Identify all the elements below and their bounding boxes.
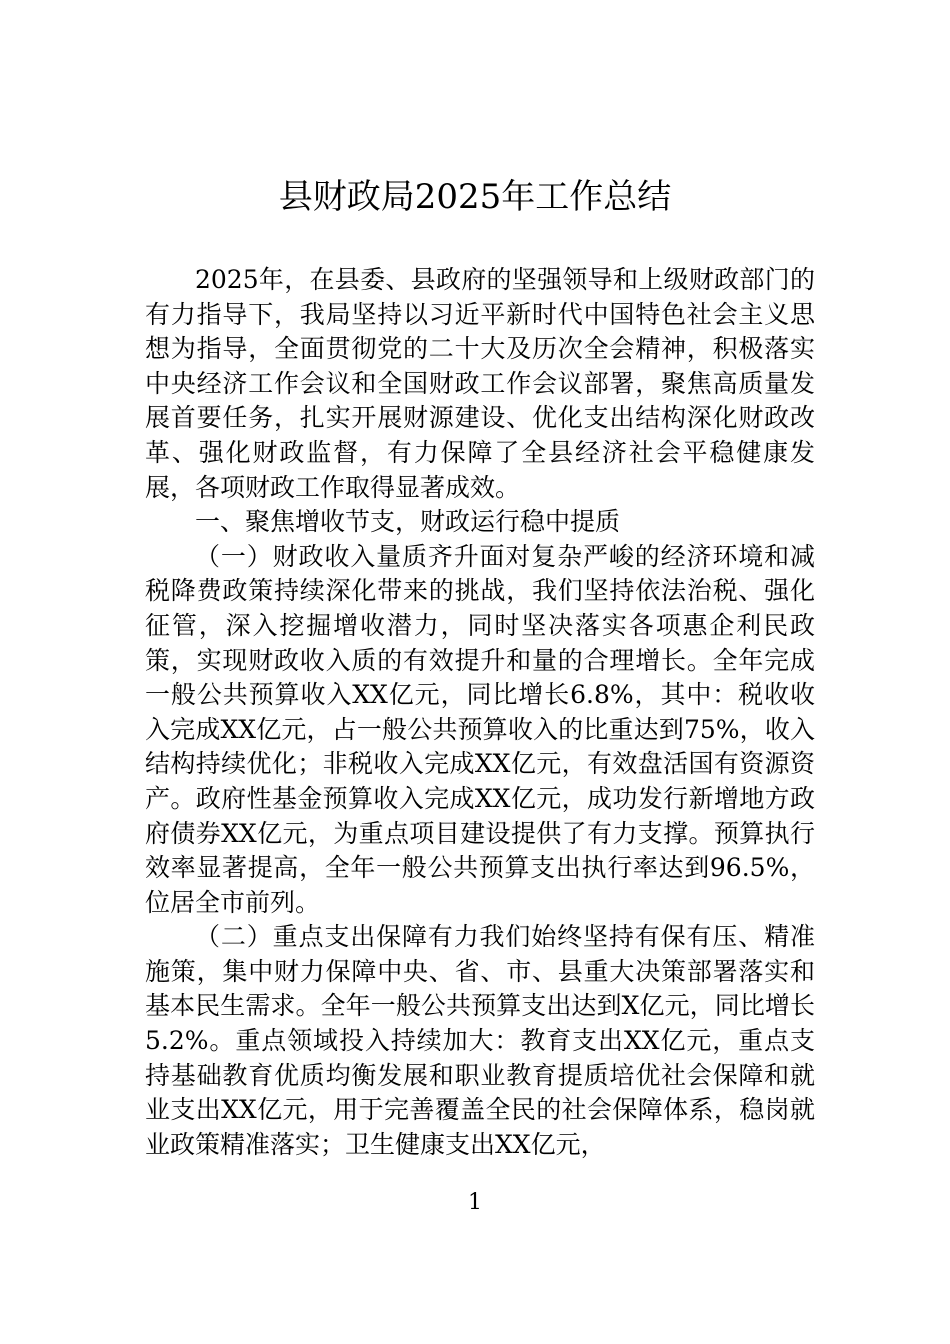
section-heading-1: 一、聚焦增收节支，财政运行稳中提质 bbox=[195, 507, 621, 537]
document-title: 县财政局2025年工作总结 bbox=[278, 177, 672, 217]
page-number: 1 bbox=[468, 1190, 482, 1215]
document-body bbox=[145, 263, 815, 1162]
subsection-paragraph-1: （一）财政收入量质齐升面对复杂严峻的经济环境和减税降费政策持续深化带来的挑战，我们坚持依法治税、强化征管，深入挖掘增收潜力，同时坚决落实各项惠企利民政策，实现财政收入质的有效提升和量的合理增长。全年完成一般公共预算收入XX亿元，同比增长6.8%，其中：税收收入完成XX亿元，占一般公共预算收入的比重达到75%，收入结构持续优化；非税收入完成XX亿元，有效盘活国有资源资产。政府性基金预算收入完成XX亿元，成功发行新增地方政府债券XX亿元，为重点项目建设提供了有力支撑。预算执行效率显著提高，全年一般公共预算支出执行率达到96.5%，位居全市前列。 bbox=[145, 541, 815, 917]
intro-paragraph: 2025年，在县委、县政府的坚强领导和上级财政部门的有力指导下，我局坚持以习近平新时代中国特色社会主义思想为指导，全面贯彻党的二十大及历次全会精神，积极落实中央经济工作会议和全国财政工作会议部署，聚焦高质量发展首要任务，扎实开展财源建设、优化支出结构深化财政改革、强化财政监督，有力保障了全县经济社会平稳健康发展，各项财政工作取得显著成效。 bbox=[145, 265, 815, 502]
subsection-paragraph-2: （二）重点支出保障有力我们始终坚持有保有压、精准施策，集中财力保障中央、省、市、县重大决策部署落实和基本民生需求。全年一般公共预算支出达到X亿元，同比增长5.2%。重点领域投入持续加大：教育支出XX亿元，重点支持基础教育优质均衡发展和职业教育提质培优社会保障和就业支出XX亿元，用于完善覆盖全民的社会保障体系，稳岗就业政策精准落实；卫生健康支出XX亿元， bbox=[145, 922, 815, 1159]
